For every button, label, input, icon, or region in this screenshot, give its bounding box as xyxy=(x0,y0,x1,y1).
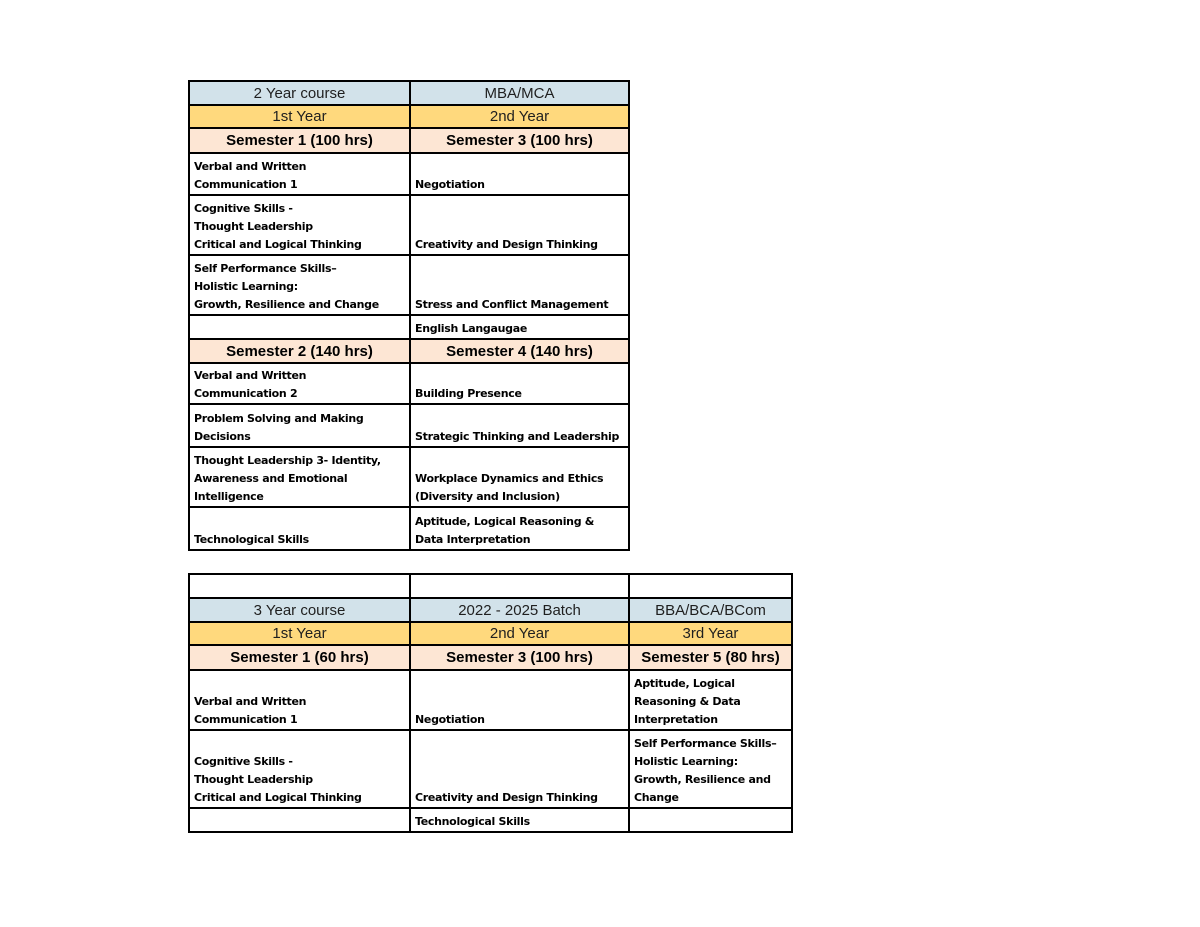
table-row xyxy=(189,598,792,622)
table-row xyxy=(189,447,629,507)
year-header-1: 1st Year xyxy=(189,105,410,128)
batch-header: 2022 - 2025 Batch xyxy=(410,598,629,622)
semester-header: Semester 3 (100 hrs) xyxy=(410,645,629,670)
semester-header: Semester 1 (60 hrs) xyxy=(189,645,410,670)
course-cell: Creativity and Design Thinking xyxy=(410,195,629,255)
course-cell: Strategic Thinking and Leadership xyxy=(410,404,629,447)
empty-cell xyxy=(629,574,792,598)
course-cell: Verbal and Written Communication 2 xyxy=(189,363,410,404)
program-header: MBA/MCA xyxy=(410,81,629,105)
table-row xyxy=(189,404,629,447)
course-cell: English Langaugae xyxy=(410,315,629,339)
table-row xyxy=(189,730,792,808)
table-row xyxy=(189,153,629,195)
semester-header: Semester 5 (80 hrs) xyxy=(629,645,792,670)
course-cell: Self Performance Skills– Holistic Learning: Growth, Resilience and Change xyxy=(629,730,792,808)
course-cell xyxy=(629,808,792,832)
course-cell: Problem Solving and Making Decisions xyxy=(189,404,410,447)
course-cell: Cognitive Skills - Thought Leadership Critical and Logical Thinking xyxy=(189,195,410,255)
year-header-1: 1st Year xyxy=(189,622,410,645)
year-header-2: 2nd Year xyxy=(410,622,629,645)
year-header-3: 3rd Year xyxy=(629,622,792,645)
course-cell: Verbal and Written Communication 1 xyxy=(189,153,410,195)
course-cell: Verbal and Written Communication 1 xyxy=(189,670,410,730)
table-row xyxy=(189,507,629,550)
program-header: BBA/BCA/BCom xyxy=(629,598,792,622)
three-year-course-table xyxy=(188,573,793,833)
course-cell: Negotiation xyxy=(410,670,629,730)
course-cell: Building Presence xyxy=(410,363,629,404)
table-row xyxy=(189,255,629,315)
table-row xyxy=(189,363,629,404)
course-cell: Aptitude, Logical Reasoning & Data Interpretation xyxy=(629,670,792,730)
course-cell: Workplace Dynamics and Ethics (Diversity and Inclusion) xyxy=(410,447,629,507)
table-row xyxy=(189,574,792,598)
empty-cell xyxy=(189,574,410,598)
semester-header: Semester 2 (140 hrs) xyxy=(189,339,410,363)
table-row xyxy=(189,81,629,105)
table-row xyxy=(189,195,629,255)
table-row xyxy=(189,128,629,153)
table-row xyxy=(189,622,792,645)
table-row xyxy=(189,315,629,339)
two-year-course-table xyxy=(188,80,630,551)
course-type-header: 2 Year course xyxy=(189,81,410,105)
table-row xyxy=(189,105,629,128)
course-cell: Aptitude, Logical Reasoning & Data Interpretation xyxy=(410,507,629,550)
empty-cell xyxy=(410,574,629,598)
course-cell: Thought Leadership 3- Identity, Awareness and Emotional Intelligence xyxy=(189,447,410,507)
semester-header: Semester 1 (100 hrs) xyxy=(189,128,410,153)
table-row xyxy=(189,645,792,670)
course-cell: Self Performance Skills– Holistic Learning: Growth, Resilience and Change xyxy=(189,255,410,315)
course-cell: Creativity and Design Thinking xyxy=(410,730,629,808)
table-row xyxy=(189,339,629,363)
course-cell: Technological Skills xyxy=(189,507,410,550)
course-type-header: 3 Year course xyxy=(189,598,410,622)
course-cell: Technological Skills xyxy=(410,808,629,832)
course-cell xyxy=(189,808,410,832)
course-cell xyxy=(189,315,410,339)
table-row xyxy=(189,670,792,730)
course-cell: Stress and Conflict Management xyxy=(410,255,629,315)
course-cell: Cognitive Skills - Thought Leadership Critical and Logical Thinking xyxy=(189,730,410,808)
year-header-2: 2nd Year xyxy=(410,105,629,128)
semester-header: Semester 3 (100 hrs) xyxy=(410,128,629,153)
course-cell: Negotiation xyxy=(410,153,629,195)
semester-header: Semester 4 (140 hrs) xyxy=(410,339,629,363)
table-row xyxy=(189,808,792,832)
